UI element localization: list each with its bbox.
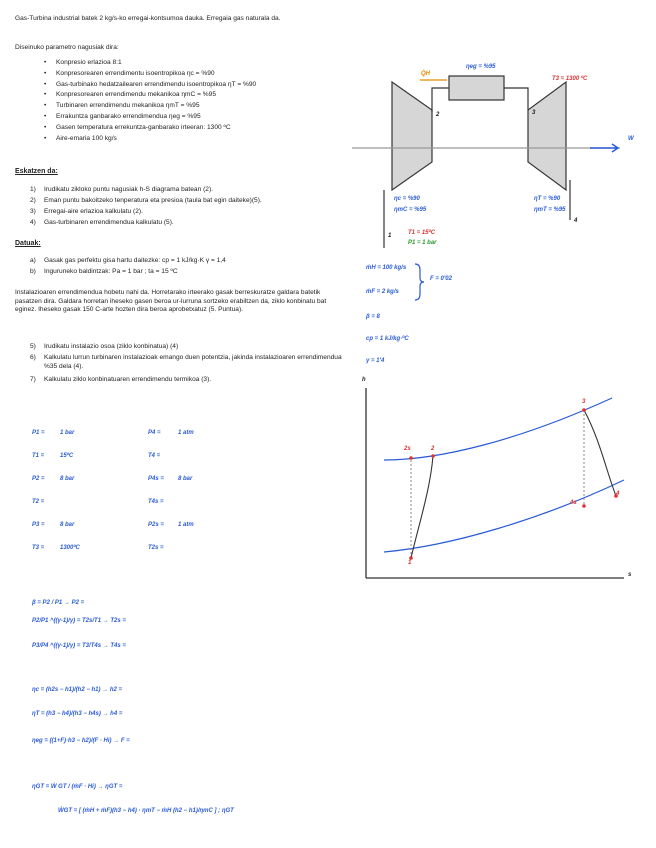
turb-eff-1: ηT = %90 [534, 196, 561, 202]
question-item: 2) Eman puntu bakoitzeko tenperatura eta presioa (taula bat egin daiteke)(5). [30, 197, 262, 204]
process-1-2 [411, 456, 433, 558]
work-label: W [628, 136, 634, 142]
param-item: • Turbinaren errendimendu mekanikoa ηmT = %95 [56, 101, 346, 112]
hs-point-1: 1 [408, 560, 412, 566]
point-2-label: 2 [436, 112, 440, 118]
table-cell: P4s = [148, 476, 164, 482]
hs-point-4: 4 [616, 491, 620, 497]
table-cell: T4s = [148, 499, 164, 505]
intro-text: Gas-Turbina industrial batek 2 kg/s-ko erregai-kontsumoa dauka. Erregaia gas naturala da. [15, 15, 281, 22]
given-beta: β = 8 [366, 314, 380, 320]
table-cell: T2 = [32, 499, 45, 505]
question-item: 1) Irudikatu zikloko puntu nagusiak h-S diagrama batean (2). [30, 186, 213, 193]
work-arrow [590, 144, 618, 152]
t1-label: T1 = 15ºC [408, 230, 436, 236]
param-item: • Konpresorearen errendimentu isoentropikoa ηc = %90 [56, 69, 346, 80]
compressor-shape [392, 82, 432, 190]
table-cell: 1 bar [60, 430, 75, 436]
question-item: 7) Kalkulatu ziklo konbinatuaren errendimendu termikoa (3). [30, 376, 212, 384]
formula: ẆGT = [ (ṁH + ṁF)(h3 − h4) · ηmT − ṁH (h2 − h1)/ηmC ] ; ηGT [58, 808, 234, 814]
turbine-shape [528, 82, 566, 190]
question-item: 6) Kalkulatu lurrun turbinaren instalazioak emango duen potentzia, jakinda instalazioaren errendimendua %35 dela (4). [30, 354, 342, 370]
turb-eff-2: ηmT = %95 [534, 207, 566, 213]
isobar-high [384, 398, 612, 460]
hs-x-label: s [628, 572, 632, 578]
formula: β = P2 / P1 → P2 = [32, 600, 85, 606]
hs-point-2s: 2s [404, 446, 411, 452]
param-item: • Gas-turbinako hedatzailearen errendimendu isoentropikoa ηT = %90 [56, 80, 346, 91]
pipe-chamber-to-3 [504, 88, 528, 110]
comp-eff-1: ηc = %90 [394, 196, 420, 202]
table-cell: P4 = [148, 430, 161, 436]
param-item: • Errakuntza ganbarako errendimendua ηeg = %95 [56, 112, 346, 123]
data-item: a) Gasak gas perfektu gisa hartu daitezke: cp = 1 kJ/kg·K γ = 1,4 [30, 257, 226, 264]
table-cell: P2 = [32, 476, 45, 482]
heat-label: Q̇H [421, 71, 430, 77]
formula: ηc = (h2s − h1)/(h2 − h1) → h2 = [32, 687, 123, 693]
param-item: • Konpresio erlazioa 8:1 [56, 58, 346, 69]
given-mh: ṁH = 100 kg/s [366, 265, 407, 271]
question-item: 4) Gas-turbinaren errendimendua kalkulatu (5). [30, 219, 174, 226]
hs-point-3: 3 [582, 399, 586, 405]
pipe-2-to-chamber [432, 88, 449, 112]
formula: P2/P1 ^((γ-1)/γ) = T2s/T1 → T2s = [32, 618, 126, 624]
point-marker [582, 408, 586, 412]
table-cell: T4 = [148, 453, 161, 459]
table-cell: P3 = [32, 522, 45, 528]
params-intro: Diseinuko parametro nagusiak dira: [15, 44, 119, 51]
table-cell: T3 = [32, 545, 45, 551]
hs-y-label: h [362, 377, 366, 383]
point-marker [409, 456, 413, 460]
table-cell: P2s = [148, 522, 164, 528]
hs-point-2: 2 [431, 446, 435, 452]
p1-label: P1 = 1 bar [408, 240, 437, 246]
formula: ηT = (h3 − h4)/(h3 − h4s) → h4 = [32, 711, 123, 717]
table-cell: 1300ºC [60, 545, 80, 551]
combustion-chamber [449, 76, 504, 100]
point-marker [431, 454, 435, 458]
question-item: 3) Erregai-aire erlazioa kalkulatu (2). [30, 208, 143, 215]
hs-point-4s: 4s [570, 500, 577, 506]
table-cell: 1 atm [178, 430, 194, 436]
comp-eff-2: ηmC = %95 [394, 207, 427, 213]
param-item: • Aire-emaria 100 kg/s [56, 134, 346, 145]
formula: ηeg = ((1+F)·h3 − h2)/(F · Hi) → F = [32, 738, 130, 744]
table-cell: P1 = [32, 430, 45, 436]
point-1-label: 1 [388, 233, 392, 239]
question-item: 5) Irudikatu instalazio osoa (ziklo konbinatua) (4) [30, 343, 179, 350]
table-cell: T2s = [148, 545, 164, 551]
data-item: b) Inguruneko baldintzak: Pa = 1 bar ; ta = 15 ºC [30, 268, 178, 275]
table-cell: 8 bar [60, 522, 75, 528]
process-3-4 [584, 410, 616, 496]
formula: P3/P4 ^((γ-1)/γ) = T3/T4s → T4s = [32, 643, 126, 649]
eskatzen-heading: Eskatzen da: [15, 168, 58, 175]
t3-label: T3 = 1300 ºC [552, 76, 588, 82]
given-f: F = 0'02 [430, 276, 452, 282]
datuak-heading: Datuak: [15, 240, 41, 247]
param-item: • Gasen temperatura errekuntza-ganbarako irteeran: 1300 ºC [56, 123, 346, 134]
table-cell: 1 atm [178, 522, 194, 528]
given-mf: ṁF = 2 kg/s [366, 289, 399, 295]
isobar-low [384, 480, 624, 552]
formula: ηGT = Ẇ GT / (ṁF · Hi) → ηGT = [32, 784, 123, 790]
given-cp: cp = 1 kJ/kg·ºC [366, 336, 409, 342]
table-cell: 8 bar [60, 476, 75, 482]
point-3-label: 3 [532, 110, 536, 116]
chamber-eff-label: ηeg = %95 [466, 64, 496, 70]
table-cell: 15ºC [60, 453, 74, 459]
improvement-paragraph: Instalazioaren errendimendua hobetu nahi da. Horretarako irteerako gasak berreskuratze galdara batetik pasatzen dira. Galdara horretan iheseko gasen beroa ur-lurruna sortzeko erabiltzen da, ziklo konbinatu bat eginez. Iheseko gasak 150 C-arte hozten dira beroa aprobetxatuz (5. Puntua). [15, 289, 327, 314]
table-cell: 8 bar [178, 476, 193, 482]
point-4-label: 4 [574, 218, 578, 224]
table-cell: T1 = [32, 453, 45, 459]
given-gamma: γ = 1'4 [366, 358, 385, 364]
point-marker [582, 504, 586, 508]
brace [415, 264, 424, 300]
param-item: • Konpresorearen errendimendu mekanikoa ηmC = %95 [56, 90, 346, 101]
